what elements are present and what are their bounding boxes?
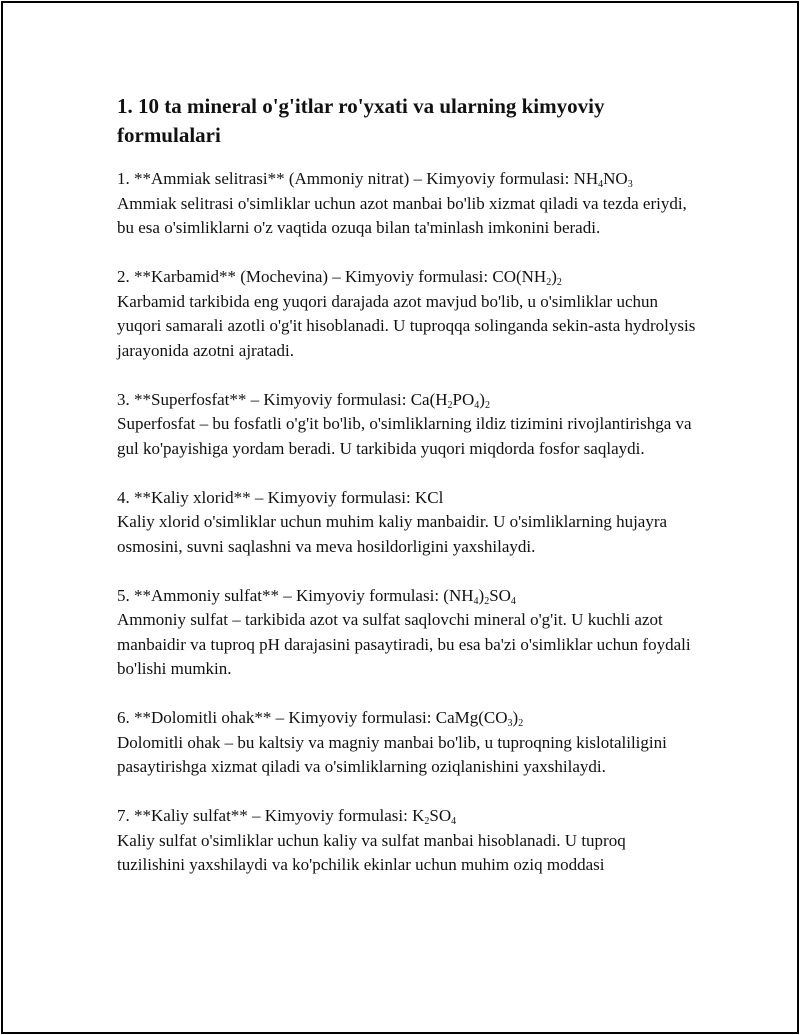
formula-subscript: 4 [473,595,479,607]
list-item [117,706,697,780]
formula-text: NH [573,169,599,188]
item-heading-text: 6. **Dolomitli ohak** – Kimyoviy formulasi: [117,708,436,727]
formula-text: SO [489,585,511,605]
formula-subscript: 2 [484,595,490,607]
item-description: Karbamid tarkibida eng yuqori darajada azot mavjud bo'lib, u o'simliklar uchun yuqori samarali azotli o'g'it hisoblanadi. U tuproqqa solinganda sekin-asta hydrolysis jarayonida azotni ajratadi. [117,291,696,360]
item-description: Kaliy xlorid o'simliklar uchun muhim kaliy manbaidir. U o'simliklarning hujayra osmosini, suvni saqlashni va meva hosildorligini yaxshilaydi. [117,512,668,556]
item-heading-text: 4. **Kaliy xlorid** – Kimyoviy formulasi: [117,487,415,507]
chemical-formula [443,586,516,605]
item-heading-text: 3. **Superfosfat** – Kimyoviy formulasi: [117,389,411,409]
formula-subscript: 3 [507,718,513,729]
item-heading [117,706,697,731]
chemical-formula [411,390,490,409]
list-item [117,167,697,241]
formula-subscript: 2 [424,816,430,827]
fertilizer-list [117,167,697,878]
list-item [117,486,697,560]
formula-text: CO(NH [492,267,547,286]
chemical-formula [492,267,562,286]
formula-text: Ca(H [410,389,448,409]
item-description: Dolomitli ohak – bu kaltsiy va magniy manbai bo'lib, u tuproqning kislotaliligini pasaytirishga xizmat qiladi va o'simliklarning oziqlanishini yaxshilaydi. [117,732,667,776]
chemical-formula [415,488,443,507]
formula-text: KCl [414,487,444,507]
formula-subscript: 2 [484,399,490,411]
document-body [117,92,697,902]
formula-subscript: 2 [546,277,552,288]
list-item [117,265,697,363]
list-item [117,388,697,462]
chemical-formula [436,708,523,727]
item-heading-text: 7. **Kaliy sulfat** – Kimyoviy formulasi: [117,806,413,825]
formula-subscript: 4 [451,816,457,827]
list-item [117,584,697,682]
formula-subscript: 2 [447,399,453,411]
formula-text: (NH [443,585,474,605]
item-heading [117,486,697,511]
chemical-formula [412,806,456,825]
formula-text: SO [429,806,452,825]
formula-text: ) [478,585,485,605]
item-heading [117,804,697,829]
formula-subscript: 2 [556,277,562,288]
formula-text: PO [452,389,475,409]
item-description: Ammiak selitrasi o'simliklar uchun azot manbai bo'lib xizmat qiladi va tezda eriydi, bu esa o'simliklarni o'z vaqtida ozuqa bilan ta'minlash imkonini beradi. [117,193,687,237]
formula-text: ) [479,389,485,409]
formula-subscript: 4 [474,399,480,411]
item-description: Ammoniy sulfat – tarkibida azot va sulfat saqlovchi mineral o'g'it. U kuchli azot manbaidir va tuproq pH darajasini pasaytiradi, bu esa ba'zi o'simliklar uchun foydali bo'lishi mumkin. [117,610,691,678]
formula-text: K [412,806,425,825]
item-description: Superfosfat – bu fosfatli o'g'it bo'lib, o'simliklarning ildiz tizimini rivojlantirishga va gul ko'payishiga yordam beradi. U tarkibida yuqori miqdorda fosfor saqlaydi. [117,414,692,458]
item-heading-text: 5. **Ammoniy sulfat** – Kimyoviy formulasi: [117,585,444,605]
formula-text: ) [551,267,557,286]
list-item [117,804,697,878]
chemical-formula [574,169,633,188]
formula-text: ) [512,708,519,727]
item-description: Kaliy sulfat o'simliklar uchun kaliy va sulfat manbai hisoblanadi. U tuproq tuzilishini yaxshilaydi va ko'pchilik ekinlar uchun muhim oziq moddasi [117,830,626,874]
document-title: 1. 10 ta mineral o'g'itlar ro'yxati va ularning kimyoviy formulalari [117,94,605,147]
formula-text: NO [603,169,628,188]
formula-subscript: 4 [510,595,516,607]
item-heading [117,265,697,290]
formula-subscript: 2 [518,718,524,729]
formula-subscript: 3 [627,179,633,190]
item-heading [117,584,697,609]
item-heading-text: 1. **Ammiak selitrasi** (Ammoniy nitrat) – Kimyoviy formulasi: [117,169,574,188]
formula-subscript: 4 [598,179,604,190]
formula-text: CaMg(CO [435,708,508,727]
item-heading-text: 2. **Karbamid** (Mochevina) – Kimyoviy formulasi: [117,267,493,286]
item-heading [117,167,697,192]
item-heading [117,388,697,413]
